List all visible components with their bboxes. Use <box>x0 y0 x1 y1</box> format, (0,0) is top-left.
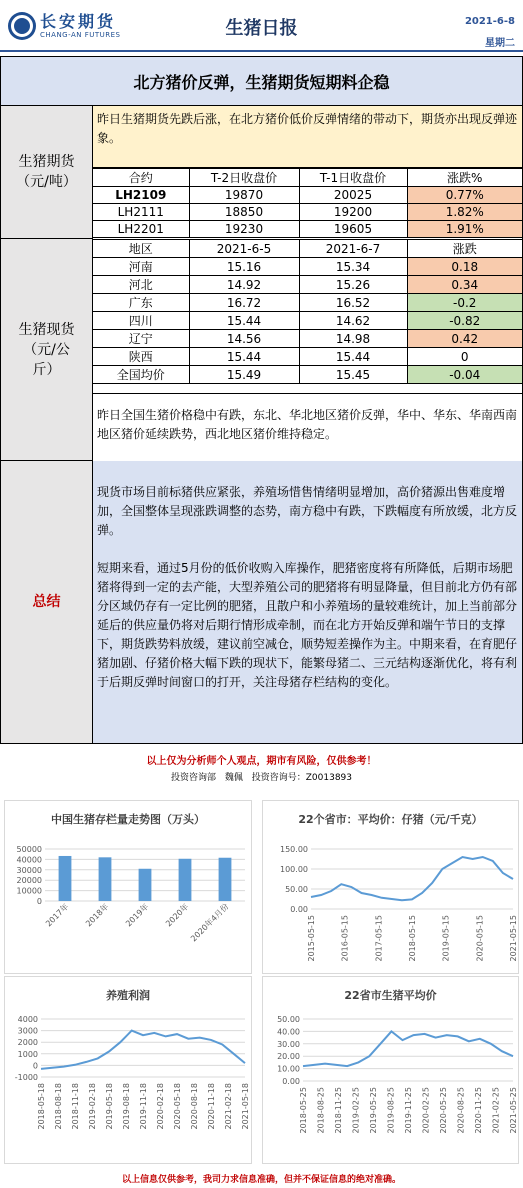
bar <box>99 857 112 901</box>
y-tick-label: -1000 <box>14 1073 38 1082</box>
x-tick-label: 2016-05-15 <box>340 915 350 962</box>
price-day1-cell: 15.49 <box>189 366 299 384</box>
x-tick-label: 2020-08-25 <box>456 1087 466 1134</box>
table-row <box>93 348 522 366</box>
y-tick-label: 10.00 <box>277 1064 300 1074</box>
x-tick-label: 2020-05-25 <box>439 1087 448 1134</box>
y-tick-label: 2000 <box>17 1038 38 1048</box>
x-tick-label: 2018-08-25 <box>316 1087 326 1134</box>
x-tick-label: 2020-11-25 <box>474 1087 483 1134</box>
price-t1-cell: 19200 <box>299 204 407 221</box>
report-weekday: 星期二 <box>485 38 515 49</box>
x-tick-label: 2020-02-18 <box>156 1083 165 1130</box>
hog-price-chart <box>263 977 520 1165</box>
column-header: 2021-6-7 <box>299 240 407 258</box>
price-t2-cell: 19870 <box>189 187 299 204</box>
bottom-disclaimer: 以上信息仅供参考，我司力求信息准确，但并不保证信息的绝对准确。 <box>121 1175 401 1185</box>
breeding-profit-chart <box>5 977 253 1165</box>
hog-inventory-chart <box>5 801 253 975</box>
table-row <box>93 187 522 204</box>
chart-title: 22个省市：平均价：仔猪（元/千克） <box>298 813 483 826</box>
price-day1-cell: 14.56 <box>189 330 299 348</box>
y-tick-label: 50.00 <box>277 1015 300 1024</box>
x-tick-label: 2021-02-25 <box>491 1087 501 1134</box>
x-tick-label: 2021-02-18 <box>224 1083 233 1130</box>
region-cell: 广东 <box>93 294 189 312</box>
logo-en-text: CHANG-AN FUTURES <box>40 30 121 39</box>
y-tick-label: 4000 <box>17 1015 38 1024</box>
analyst-info <box>0 770 523 783</box>
price-day2-cell: 15.44 <box>299 348 407 366</box>
change-cell: 1.82% <box>407 204 522 221</box>
region-cell: 陕西 <box>93 348 189 366</box>
series-line <box>41 1031 245 1069</box>
price-day2-cell: 14.98 <box>299 330 407 348</box>
y-tick-label: 150.00 <box>280 845 308 854</box>
y-tick-label: 10000 <box>16 886 42 896</box>
price-day2-cell: 15.26 <box>299 276 407 294</box>
price-day2-cell: 16.52 <box>299 294 407 312</box>
table-row <box>93 294 522 312</box>
change-cell: -0.04 <box>407 366 522 384</box>
y-tick-label: 30.00 <box>277 1039 300 1049</box>
headline-banner: 北方猪价反弹，生猪期货短期料企稳 <box>1 57 522 106</box>
column-header: 合约 <box>93 169 189 187</box>
price-t1-cell: 19605 <box>299 221 407 238</box>
price-t2-cell: 19230 <box>189 221 299 238</box>
chart-title: 22省市生猪平均价 <box>344 989 437 1002</box>
analyst-disclaimer: 以上仅为分析师个人观点，期市有风险，仅供参考！ <box>146 756 377 767</box>
summary-paragraph-2: 短期来看，通过5月份的低价收购入库操作，肥猪密度将有所降低，后期市场肥猪将得到一定的去产能，大型养殖公司的肥猪将有明显降量，但目前北方仍有部分区域仍存有一定比例的肥猪，且散户和小养殖场的量较难统计，加上当前部分延后的供应量仍将对后期行情形成牵制，而在北方开始反弹和端午节日的支撑下，期货跌势料放缓，建议前空减仓，顺势短差操作为主。中期来看，在育肥仔猪加剧、仔猪价格大幅下跌的现状下，能繁母猪二、三元结构逐渐优化，将有利于后期反弹时间窗口的打开，关注母猪存栏结构的变化。 <box>97 561 518 689</box>
x-tick-label: 2021-05-25 <box>509 1087 518 1134</box>
spot-commentary: 昨日全国生猪价格稳中有跌，东北、华北地区猪价反弹，华中、华东、华南西南地区猪价延续跌势，西北地区猪价维持稳定。 <box>93 393 522 461</box>
change-cell: -0.82 <box>407 312 522 330</box>
x-tick-label: 2020-11-18 <box>207 1083 216 1130</box>
table-header-row <box>93 240 522 258</box>
table-row <box>93 330 522 348</box>
table-row <box>93 258 522 276</box>
column-header: T-2日收盘价 <box>189 169 299 187</box>
price-day2-cell: 14.62 <box>299 312 407 330</box>
change-cell: 0.18 <box>407 258 522 276</box>
y-tick-label: 40000 <box>16 855 42 865</box>
report-body <box>0 56 523 744</box>
spot-table <box>93 239 522 384</box>
region-cell: 辽宁 <box>93 330 189 348</box>
logo-cn-text: 长安期货 <box>40 11 117 31</box>
header-divider <box>0 50 523 52</box>
table-row <box>93 276 522 294</box>
price-t2-cell: 18850 <box>189 204 299 221</box>
bar <box>139 869 152 901</box>
hog-inventory-chart-panel <box>4 800 252 974</box>
x-tick-label: 2018-05-25 <box>299 1087 308 1134</box>
bar <box>179 859 192 901</box>
futures-table <box>93 168 522 238</box>
analyst-license: 投资咨询号：Z0013893 <box>251 773 353 783</box>
summary-box <box>93 461 522 743</box>
x-tick-label: 2020-05-15 <box>475 915 485 962</box>
x-tick-label: 2019-08-18 <box>122 1083 131 1130</box>
price-t1-cell: 20025 <box>299 187 407 204</box>
y-tick-label: 1000 <box>17 1049 38 1059</box>
region-cell: 全国均价 <box>93 366 189 384</box>
y-tick-label: 50.00 <box>285 885 308 894</box>
column-header: 地区 <box>93 240 189 258</box>
x-tick-label: 2019-05-15 <box>441 915 451 962</box>
column-header: T-1日收盘价 <box>299 169 407 187</box>
y-tick-label: 0.00 <box>290 905 308 914</box>
summary-paragraph-1: 现货市场目前标猪供应紧张，养殖场惜售情绪明显增加，高价猪源出售难度增加，全国整体呈现涨跌调整的态势，南方稳中有跌，下跌幅度有所放缓，北方反弹。 <box>97 485 518 537</box>
report-date: 2021-6-8 <box>464 16 515 27</box>
x-tick-label: 2020-02-25 <box>421 1087 431 1134</box>
y-tick-label: 20000 <box>16 876 42 886</box>
x-tick-label: 2019-05-25 <box>369 1087 378 1134</box>
price-day1-cell: 16.72 <box>189 294 299 312</box>
chart-title: 养殖利润 <box>106 989 150 1002</box>
spot-side-label <box>1 239 93 461</box>
x-tick-label: 2021-05-15 <box>509 915 518 962</box>
x-tick-label: 2019-05-18 <box>105 1083 114 1130</box>
x-tick-label: 2019-11-18 <box>139 1083 148 1130</box>
x-tick-label: 2015-05-15 <box>307 915 316 962</box>
spot-label-line2: （元/公 <box>23 341 70 358</box>
column-header: 涨跌% <box>407 169 522 187</box>
y-tick-label: 0 <box>32 1061 38 1071</box>
x-tick-label: 2019-11-25 <box>404 1087 413 1134</box>
table-row <box>93 312 522 330</box>
region-cell: 河南 <box>93 258 189 276</box>
column-header: 涨跌 <box>407 240 522 258</box>
bar <box>219 858 232 901</box>
x-tick-label: 2020-08-18 <box>190 1083 199 1130</box>
y-tick-label: 50000 <box>16 845 42 854</box>
piglet-price-chart <box>263 801 520 975</box>
x-tick-label: 2021-05-18 <box>241 1083 250 1130</box>
y-tick-label: 0 <box>36 897 42 906</box>
hog-price-chart-panel <box>262 976 519 1164</box>
x-tick-label: 2017-05-15 <box>374 915 384 962</box>
x-tick-label: 2018-05-15 <box>408 915 417 962</box>
series-line <box>303 1031 513 1066</box>
analyst-dept: 投资咨询部 <box>170 773 216 783</box>
table-row <box>93 204 522 221</box>
change-cell: 0.77% <box>407 187 522 204</box>
price-day2-cell: 15.34 <box>299 258 407 276</box>
report-title: 生猪日报 <box>225 18 298 39</box>
bar <box>59 856 72 901</box>
table-row <box>93 221 522 238</box>
chart-title: 中国生猪存栏量走势图（万头） <box>51 813 205 826</box>
contract-cell: LH2109 <box>93 187 189 204</box>
spot-label-line1: 生猪现货 <box>18 321 75 338</box>
piglet-price-chart-panel <box>262 800 519 974</box>
x-tick-label: 2020年 <box>163 902 191 929</box>
y-tick-label: 40.00 <box>277 1027 300 1037</box>
report-header <box>0 0 523 50</box>
y-tick-label: 20.00 <box>277 1052 300 1062</box>
x-tick-label: 2019-02-25 <box>351 1087 361 1134</box>
change-cell: 0.34 <box>407 276 522 294</box>
column-header: 2021-6-5 <box>189 240 299 258</box>
futures-commentary: 昨日生猪期货先跌后涨，在北方猪价低价反弹情绪的带动下，期货亦出现反弹迹象。 <box>93 106 522 168</box>
price-day2-cell: 15.45 <box>299 366 407 384</box>
region-cell: 四川 <box>93 312 189 330</box>
futures-side-label <box>1 106 93 239</box>
change-cell: 0.42 <box>407 330 522 348</box>
x-tick-label: 2018-08-18 <box>54 1083 63 1130</box>
analyst-name: 魏佩 <box>224 773 243 783</box>
y-tick-label: 30000 <box>16 865 42 875</box>
x-tick-label: 2018年 <box>83 902 111 929</box>
y-tick-label: 3000 <box>17 1026 38 1036</box>
price-day1-cell: 14.92 <box>189 276 299 294</box>
futures-label-line2: （元/吨） <box>16 174 77 190</box>
x-tick-label: 2018-11-18 <box>71 1083 80 1130</box>
x-tick-label: 2017年 <box>43 902 71 929</box>
futures-label-line1: 生猪期货 <box>18 154 75 170</box>
contract-cell: LH2201 <box>93 221 189 238</box>
x-tick-label: 2018-05-18 <box>37 1083 46 1130</box>
y-tick-label: 100.00 <box>280 865 308 874</box>
y-tick-label: 0.00 <box>282 1077 300 1086</box>
region-cell: 河北 <box>93 276 189 294</box>
x-tick-label: 2018-11-25 <box>334 1087 343 1134</box>
series-line <box>311 857 513 900</box>
x-tick-label: 2019-08-25 <box>386 1087 396 1134</box>
change-cell: 1.91% <box>407 221 522 238</box>
change-cell: 0 <box>407 348 522 366</box>
x-tick-label: 2019-02-18 <box>88 1083 97 1130</box>
x-tick-label: 2019年 <box>123 902 151 929</box>
spot-label-line3: 斤） <box>32 361 61 378</box>
price-day1-cell: 15.44 <box>189 312 299 330</box>
change-cell: -0.2 <box>407 294 522 312</box>
table-header-row <box>93 169 522 187</box>
contract-cell: LH2111 <box>93 204 189 221</box>
table-row <box>93 366 522 384</box>
summary-side-label: 总结 <box>1 461 93 743</box>
price-day1-cell: 15.16 <box>189 258 299 276</box>
price-day1-cell: 15.44 <box>189 348 299 366</box>
x-tick-label: 2020-05-18 <box>173 1083 182 1130</box>
x-tick-label: 2020年4月份 <box>189 902 231 944</box>
breeding-profit-chart-panel <box>4 976 252 1164</box>
